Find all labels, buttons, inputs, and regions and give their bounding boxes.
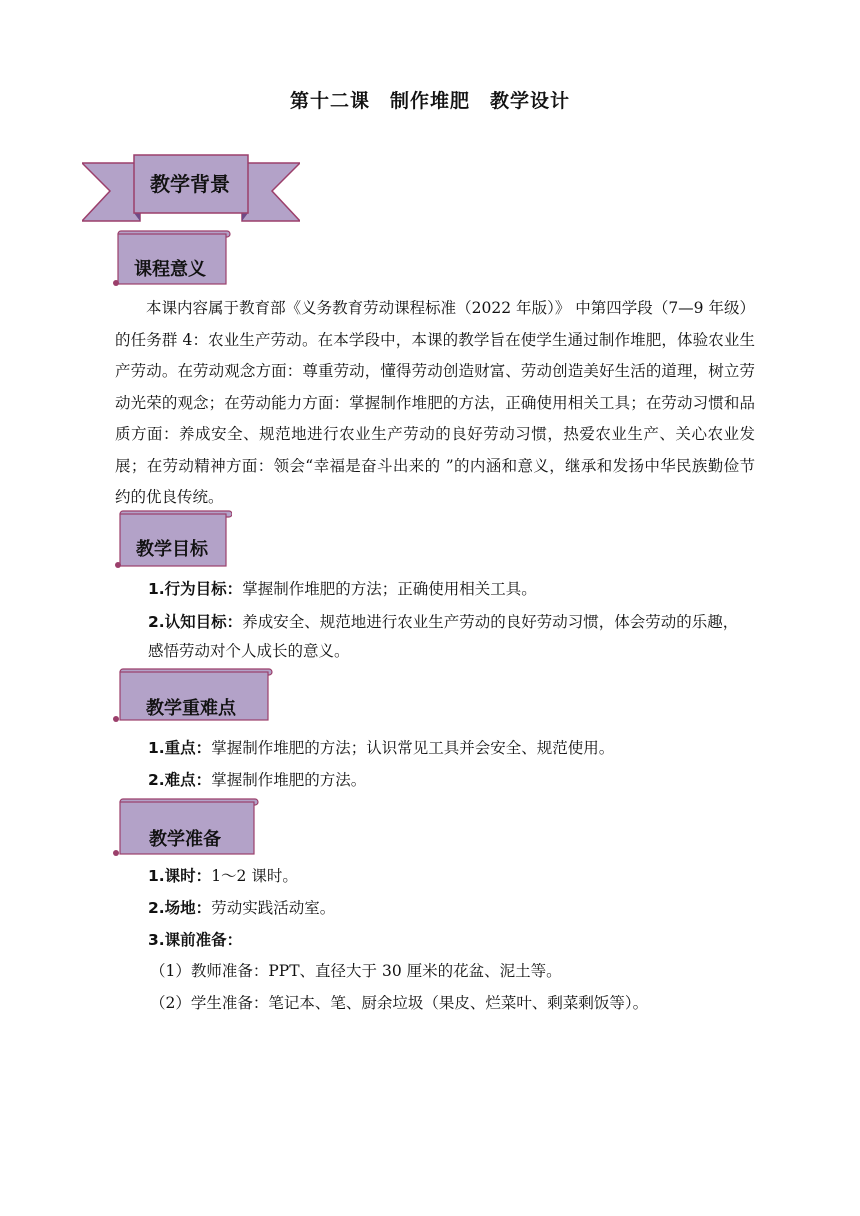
heading-preparation <box>110 797 260 859</box>
key-point-item-1: 1.重点：掌握制作堆肥的方法；认识常见工具并会安全、规范使用。 <box>148 739 615 757</box>
prep-item-2: 2.场地：劳动实践活动室。 <box>148 899 336 917</box>
goal-item-2: 2.认知目标：养成安全、规范地进行农业生产劳动的良好劳动习惯，体会劳动的乐趣，感悟劳动对个人成长的意义。 <box>148 613 739 660</box>
section-banner-label: 教学背景 <box>150 172 230 196</box>
heading-goals-label: 教学目标 <box>136 539 208 560</box>
prep-sub-item-2: （2）学生准备：笔记本、笔、厨余垃圾（果皮、烂菜叶、剩菜剩饭等）。 <box>150 994 649 1012</box>
prep-item-1: 1.课时：1～2 课时。 <box>148 867 298 885</box>
heading-key-points-label: 教学重难点 <box>146 698 236 719</box>
heading-significance-label: 课程意义 <box>134 259 206 280</box>
page-title: 第十二课 制作堆肥 教学设计 <box>289 90 570 112</box>
heading-preparation-label: 教学准备 <box>149 829 221 850</box>
section-banner <box>82 153 300 225</box>
heading-goals <box>112 509 232 569</box>
heading-significance <box>108 229 232 289</box>
goal-item-1: 1.行为目标：掌握制作堆肥的方法；正确使用相关工具。 <box>148 580 537 598</box>
heading-key-points <box>108 667 274 725</box>
significance-paragraph: 本课内容属于教育部《义务教育劳动课程标准（2022 年版）》 中第四学段（7—9 年级）的任务群 4：农业生产劳动。在本学段中，本课的教学旨在使学生通过制作堆肥，体验农业生产劳动。在劳动观念方面：尊重劳动，懂得劳动创造财富、劳动创造美好生活的道理，树立劳动光荣的观念；在劳动能力方面：掌握制作堆肥的方法，正确使用相关工具；在劳动习惯和品质方面：养成安全、规范地进行农业生产劳动的良好劳动习惯，热爱农业生产、关心农业发展；在劳动精神方面：领会“幸福是奋斗出来的 ”的内涵和意义，继承和发扬中华民族勤俭节约的优良传统。 <box>115 299 755 506</box>
prep-item-3: 3.课前准备： <box>148 931 243 949</box>
prep-sub-item-1: （1）教师准备：PPT、直径大于 30 厘米的花盆、泥土等。 <box>150 962 562 980</box>
key-point-item-2: 2.难点：掌握制作堆肥的方法。 <box>148 771 367 789</box>
